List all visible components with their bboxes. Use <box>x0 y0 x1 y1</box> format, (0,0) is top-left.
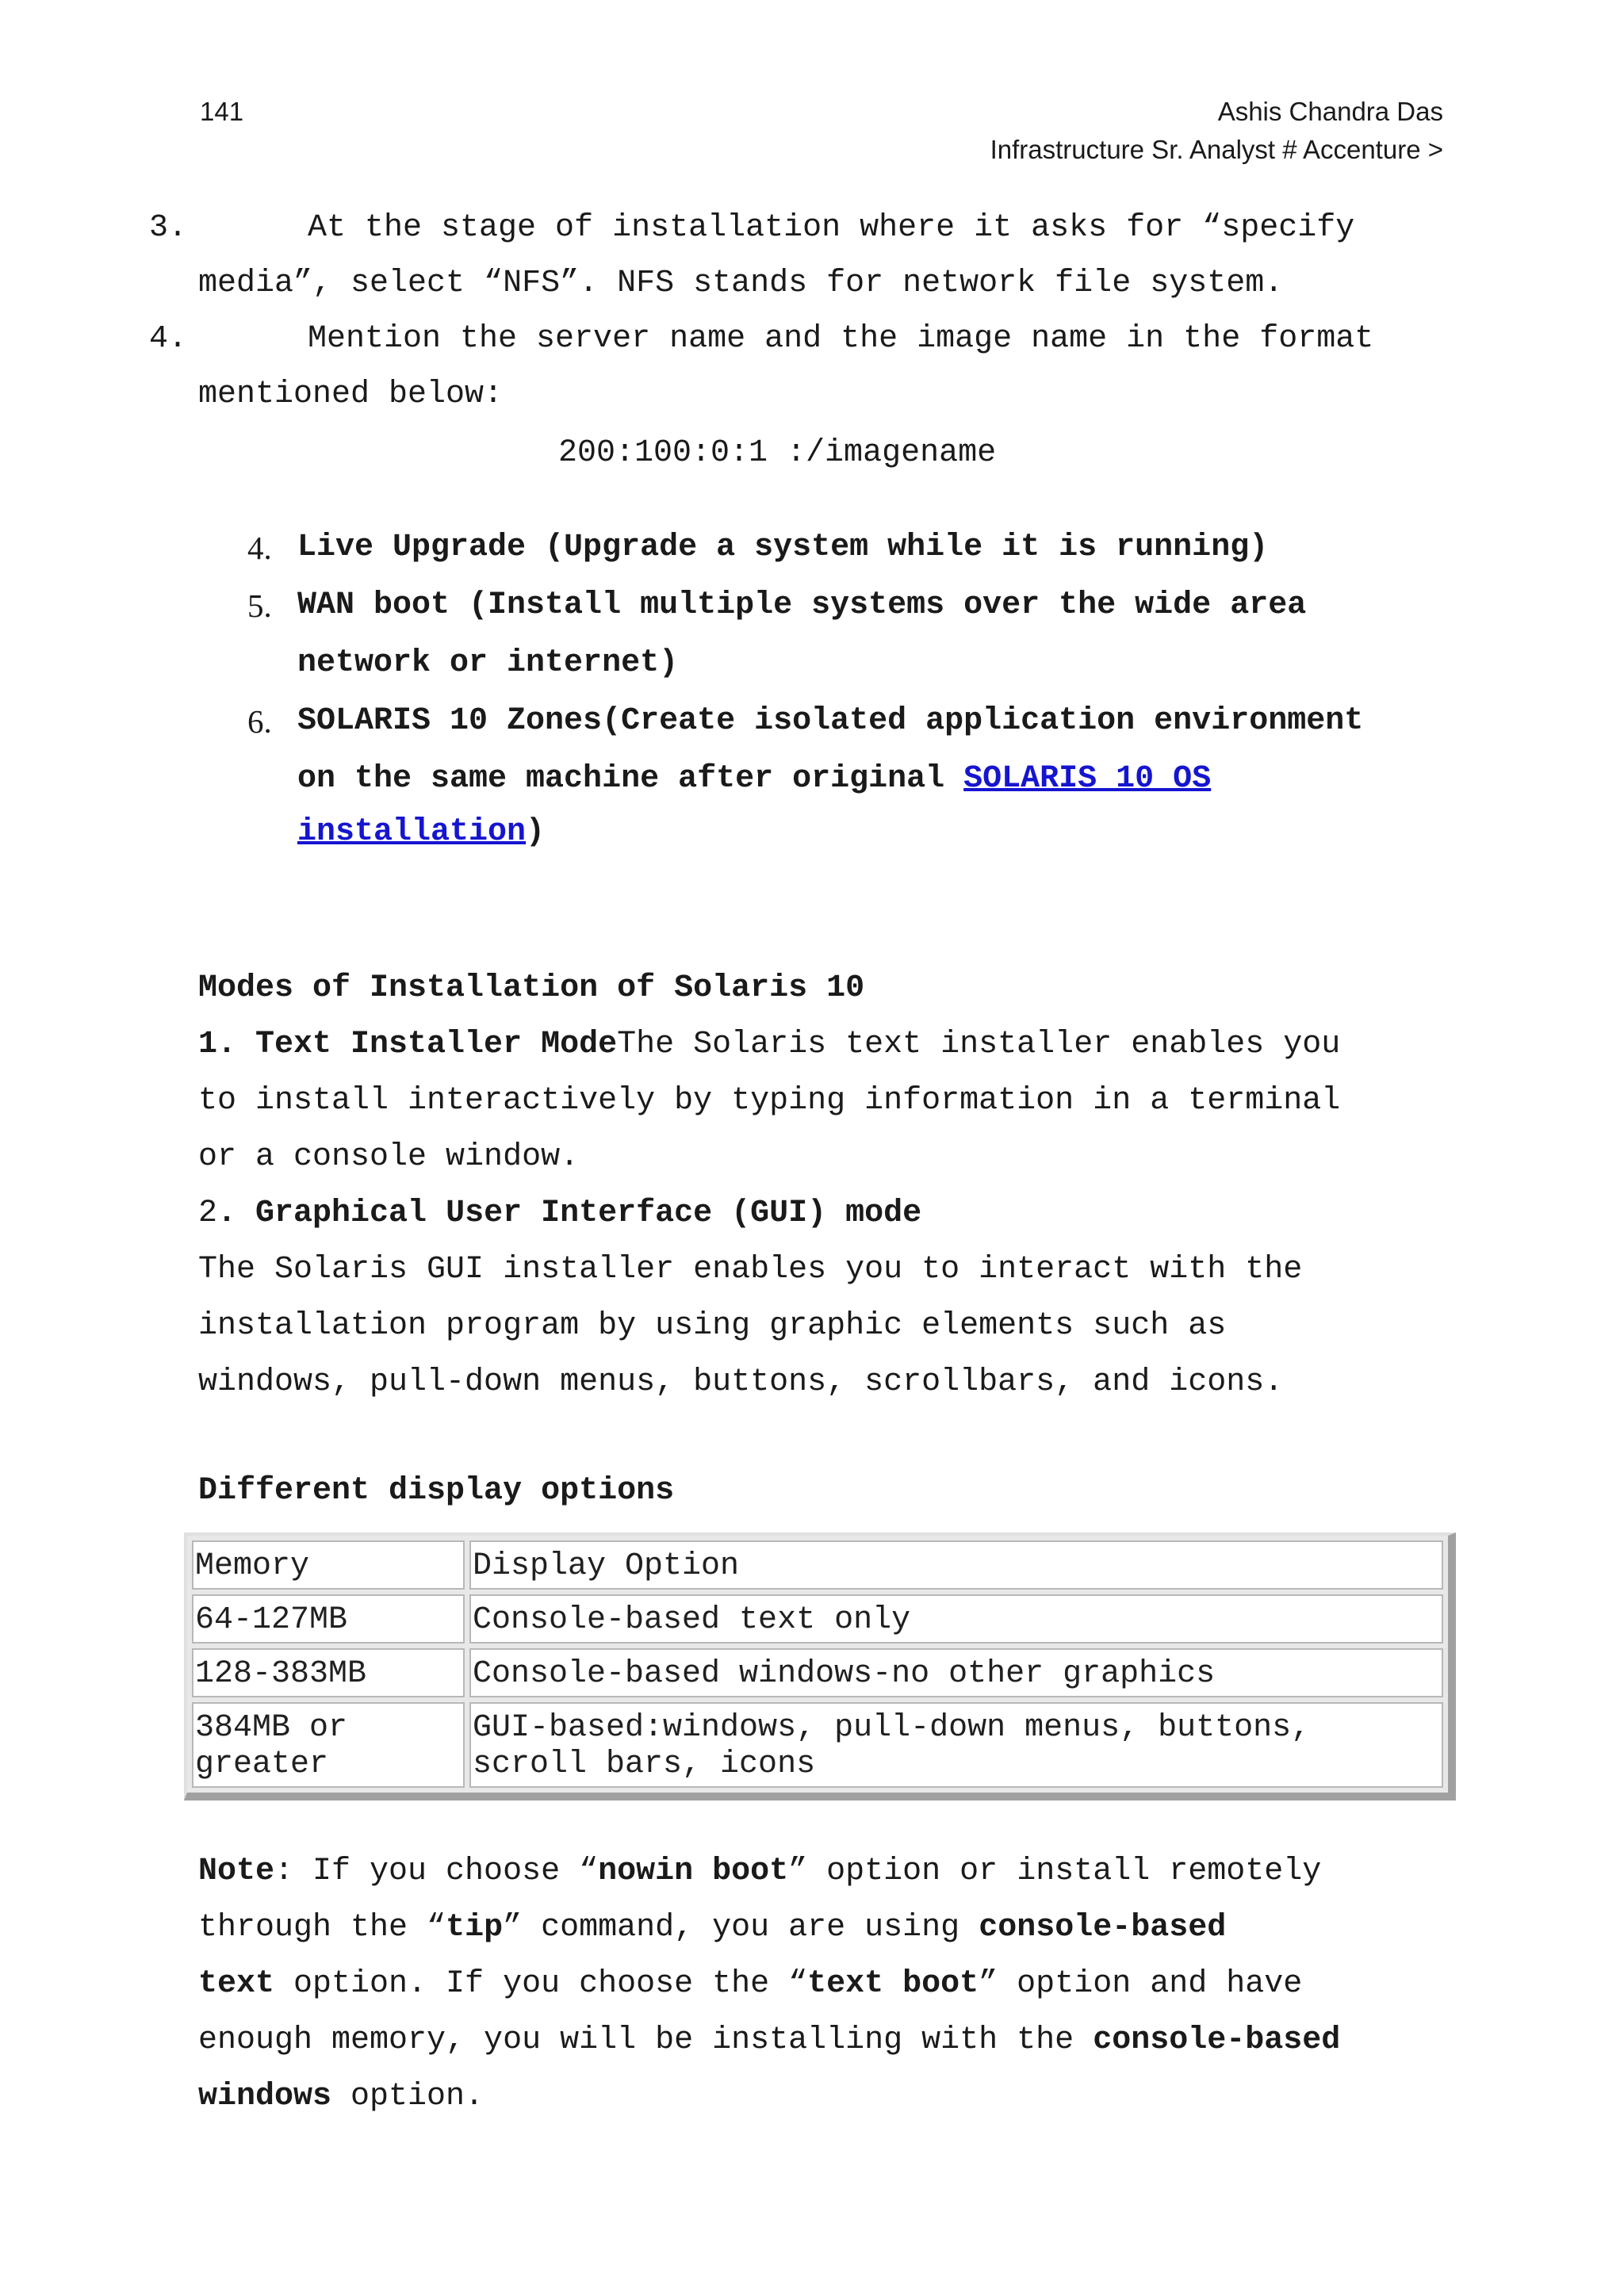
note-text: : If you choose “ <box>274 1854 599 1889</box>
mode1-text: The Solaris text installer enables you <box>617 1027 1341 1062</box>
method6-suffix: ) <box>526 814 546 850</box>
mode1-line2: to install interactively by typing information in a terminal <box>198 1083 1341 1119</box>
note-text: option. <box>331 2079 485 2114</box>
display-option-cell: Console-based windows-no other graphics <box>469 1648 1443 1697</box>
memory-cell: 384MB or greater <box>192 1702 465 1788</box>
display-option-cell: GUI-based:windows, pull-down menus, buttons, scroll bars, icons <box>469 1702 1443 1788</box>
memory-cell: 64-127MB <box>192 1594 465 1644</box>
note-bold-text: text <box>198 1966 275 2002</box>
note-bold-console-based: console-based <box>1093 2022 1341 2058</box>
mode2-number: 2 <box>198 1196 218 1231</box>
mode2-label: . Graphical User Interface (GUI) mode <box>217 1196 922 1231</box>
method6-line1: SOLARIS 10 Zones(Create isolated application environment <box>297 703 1364 739</box>
method6-line2-text: on the same machine after original <box>297 761 964 797</box>
table-row <box>192 1648 1443 1697</box>
note-line5 <box>198 2069 484 2125</box>
note-bold-nowin-boot: nowin boot <box>598 1854 789 1889</box>
method4-number: 4. <box>247 530 272 566</box>
note-text: option. If you choose the “ <box>274 1966 808 2002</box>
note-bold-console-based: console-based <box>979 1910 1227 1946</box>
note-line4 <box>198 2013 1340 2068</box>
header-author: Ashis Chandra Das <box>1217 97 1443 126</box>
note-text: ” option and have <box>979 1966 1303 2002</box>
step4-line1: Mention the server name and the image name in the format <box>308 321 1374 357</box>
mode2-heading <box>198 1186 921 1242</box>
table-row <box>192 1702 1443 1788</box>
table-header-row <box>192 1540 1443 1590</box>
method6-line2 <box>297 752 1211 807</box>
note-label: Note <box>198 1854 275 1889</box>
display-heading: Different display options <box>198 1473 675 1509</box>
method5-line1: WAN boot (Install multiple systems over the wide area <box>297 587 1307 623</box>
step3-number: 3. <box>149 210 188 246</box>
note-line2 <box>198 1900 1226 1956</box>
note-bold-windows: windows <box>198 2079 332 2114</box>
mode1-line1 <box>198 1017 1340 1073</box>
step4-line2: mentioned below: <box>198 377 504 412</box>
header-role: Infrastructure Sr. Analyst # Accenture > <box>990 135 1443 164</box>
solaris-os-link[interactable]: SOLARIS 10 OS <box>963 761 1212 797</box>
mode1-label: 1. Text Installer Mode <box>198 1027 618 1062</box>
note-text: ” command, you are using <box>503 1910 979 1946</box>
step3-line2: media”, select “NFS”. NFS stands for network file system. <box>198 266 1284 301</box>
method6-line3 <box>297 805 545 860</box>
format-example: 200:100:0:1 :/imagename <box>558 435 997 471</box>
installation-link[interactable]: installation <box>297 814 527 850</box>
display-options-table <box>184 1533 1456 1800</box>
note-text: through the “ <box>198 1910 446 1946</box>
header-display-option: Display Option <box>469 1540 1443 1590</box>
mode2-line2: installation program by using graphic elements such as <box>198 1308 1227 1344</box>
step4-number: 4. <box>149 321 188 357</box>
mode1-line3: or a console window. <box>198 1139 580 1175</box>
display-option-cell: Console-based text only <box>469 1594 1443 1644</box>
table-row <box>192 1594 1443 1644</box>
memory-cell: 128-383MB <box>192 1648 465 1697</box>
method5-line2: network or internet) <box>297 645 679 681</box>
page-number: 141 <box>200 97 244 126</box>
mode2-line1: The Solaris GUI installer enables you to interact with the <box>198 1252 1303 1288</box>
header-memory: Memory <box>192 1540 465 1590</box>
display-options-table-wrapper <box>184 1533 1456 1800</box>
method6-number: 6. <box>247 703 272 740</box>
note-bold-tip: tip <box>446 1910 504 1946</box>
method5-number: 5. <box>247 587 272 624</box>
modes-heading: Modes of Installation of Solaris 10 <box>198 970 865 1006</box>
note-line1 <box>198 1844 1321 1900</box>
method4-text: Live Upgrade (Upgrade a system while it is running) <box>297 530 1269 565</box>
note-bold-text-boot: text boot <box>807 1966 979 2002</box>
step3-line1: At the stage of installation where it asks for “specify <box>308 210 1355 246</box>
note-text: enough memory, you will be installing with the <box>198 2022 1094 2058</box>
note-text: ” option or install remotely <box>788 1854 1322 1889</box>
mode2-line3: windows, pull-down menus, buttons, scrollbars, and icons. <box>198 1364 1284 1400</box>
note-line3 <box>198 1957 1302 2012</box>
